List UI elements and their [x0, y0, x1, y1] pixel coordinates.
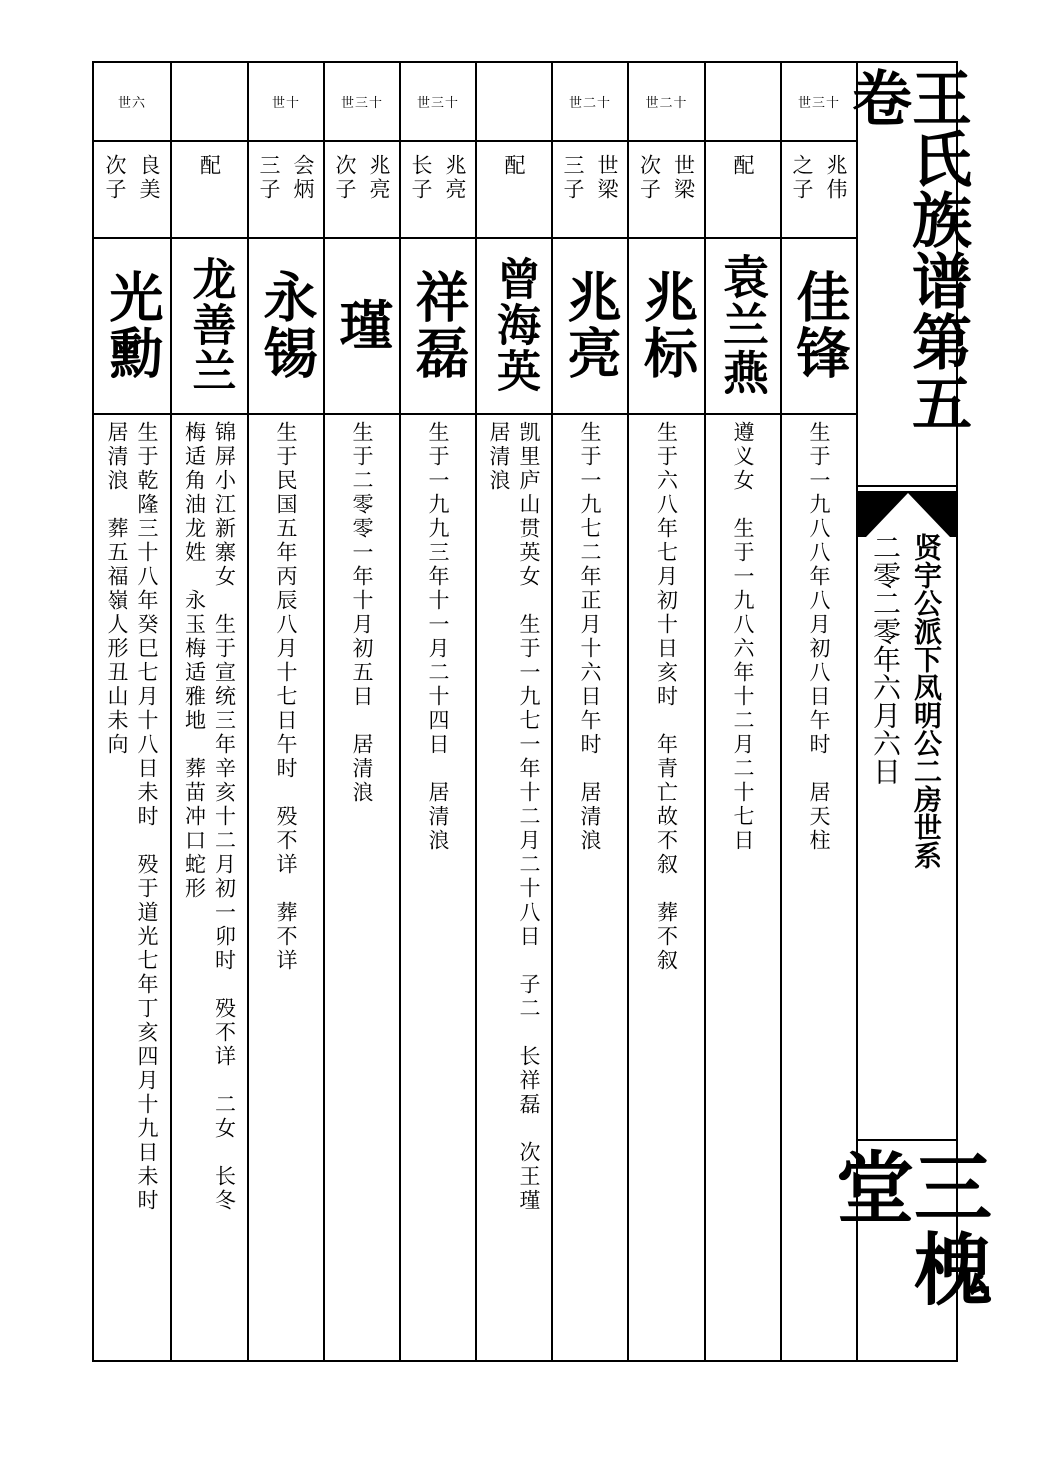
generation-cell — [325, 63, 399, 142]
biography-cell — [172, 415, 247, 1360]
relation-label: 世梁次子 — [637, 153, 696, 202]
name-cell — [172, 237, 247, 415]
relation-cell — [706, 140, 780, 239]
biography-cell — [401, 415, 475, 1360]
generation-label: 世二十 — [568, 96, 611, 111]
biography-cell — [706, 415, 780, 1360]
relation-label: 配 — [197, 153, 222, 178]
relation-label: 世梁三子 — [561, 153, 619, 202]
name-cell — [477, 237, 551, 415]
biography-cell — [553, 415, 627, 1360]
entry-column — [170, 63, 247, 1360]
generation-label: 世十 — [271, 96, 300, 111]
entry-column — [475, 63, 551, 1360]
generation-label: 世六 — [117, 96, 146, 111]
relation-cell — [249, 140, 323, 239]
book-title-cell — [842, 63, 972, 487]
biography-text: 生于二零零一年十月初五日 居清浪 — [350, 421, 374, 805]
entry-column — [94, 63, 170, 1360]
relation-cell — [94, 140, 170, 239]
generation-cell — [94, 63, 170, 142]
name-cell — [782, 237, 856, 415]
name-cell — [706, 237, 780, 415]
entry-column — [627, 63, 704, 1360]
entry-column — [399, 63, 475, 1360]
hall-name-cell — [823, 1147, 991, 1360]
title-panel — [823, 63, 991, 1360]
person-name: 祥磊 — [407, 269, 470, 381]
biography-cell — [325, 415, 399, 1360]
relation-label: 兆伟之子 — [790, 153, 848, 202]
entry-column — [704, 63, 780, 1360]
generation-cell — [249, 63, 323, 142]
biography-cell — [477, 415, 551, 1360]
name-cell — [629, 237, 704, 415]
person-name: 永锡 — [255, 269, 318, 381]
person-name: 瑾 — [331, 297, 394, 353]
relation-cell — [477, 140, 551, 239]
entry-column — [551, 63, 627, 1360]
relation-label: 兆亮长子 — [409, 153, 467, 202]
person-name: 兆亮 — [559, 269, 622, 381]
relation-cell — [553, 140, 627, 239]
generation-cell — [477, 63, 551, 142]
person-name: 袁兰燕 — [716, 253, 770, 397]
relation-cell — [172, 140, 247, 239]
biography-cell — [94, 415, 170, 1360]
relation-label: 会炳三子 — [257, 153, 315, 202]
generation-label: 世三十 — [797, 96, 840, 111]
generation-cell — [553, 63, 627, 142]
biography-cell — [249, 415, 323, 1360]
compile-date: 二零二零年六月六日 — [869, 533, 902, 785]
name-cell — [553, 237, 627, 415]
person-name: 曾海英 — [489, 256, 540, 394]
biography-text: 生于六八年七月初十日亥时 年青亡故不叙 葬不叙 — [654, 421, 679, 973]
generation-label: 世二十 — [645, 96, 688, 111]
relation-label: 配 — [502, 153, 526, 178]
relation-label: 良美次子 — [103, 153, 161, 202]
biography-text: 生于民国五年丙辰八月十七日午时 殁不详 葬不详 — [274, 421, 298, 973]
book-title: 王氏族谱第五卷 — [842, 67, 972, 433]
generation-label: 世三十 — [416, 96, 459, 111]
branch-lineage: 贤宇公派下凤明公二房世系 — [910, 533, 943, 869]
relation-cell — [782, 140, 856, 239]
hall-name: 三槐堂 — [823, 1147, 991, 1311]
subtitle-block — [858, 533, 956, 1143]
person-name: 兆标 — [635, 269, 699, 381]
relation-label: 配 — [731, 153, 755, 178]
biography-text: 生于一九九三年十一月二十四日 居清浪 — [426, 421, 450, 853]
biography-text: 生于乾隆三十八年癸巳七月十八日未时 殁于道光七年丁亥四月十九日未时 居清浪 葬五福嶺人形丑山未向 — [105, 421, 159, 1213]
biography-text: 凯里庐山贯英女 生于一九七一年十二月二十八日 子二 长祥磊 次王瑾 居清浪 — [487, 421, 541, 1213]
person-name: 佳锋 — [788, 269, 851, 381]
relation-label: 兆亮次子 — [333, 153, 391, 202]
genealogy-page — [92, 61, 991, 1362]
title-divider — [858, 485, 956, 487]
biography-text: 遵义女 生于一九八六年十二月二十七日 — [731, 421, 755, 853]
generation-cell — [401, 63, 475, 142]
biography-text: 生于一九七二年正月十六日午时 居清浪 — [578, 421, 602, 853]
hall-divider — [858, 1139, 956, 1141]
entry-column — [247, 63, 323, 1360]
biography-text: 生于一九八八年八月初八日午时 居天柱 — [807, 421, 831, 853]
name-cell — [94, 237, 170, 415]
generation-cell — [706, 63, 780, 142]
person-name: 光勳 — [101, 269, 164, 381]
name-cell — [401, 237, 475, 415]
generation-cell — [629, 63, 704, 142]
person-name: 龙善兰 — [184, 256, 236, 394]
biography-cell — [629, 415, 704, 1360]
name-cell — [249, 237, 323, 415]
generation-label: 世三十 — [340, 96, 383, 111]
generation-cell — [172, 63, 247, 142]
relation-cell — [325, 140, 399, 239]
entry-column — [323, 63, 399, 1360]
relation-cell — [401, 140, 475, 239]
biography-text: 锦屏小江新寨女 生于宣统三年辛亥十二月初一卯时 殁不详 二女 长冬 梅适角油龙姓 永玉梅适雅地 葬苗冲口蛇形 — [182, 421, 237, 1213]
chevron-ornament-icon — [858, 493, 958, 537]
relation-cell — [629, 140, 704, 239]
name-cell — [325, 237, 399, 415]
